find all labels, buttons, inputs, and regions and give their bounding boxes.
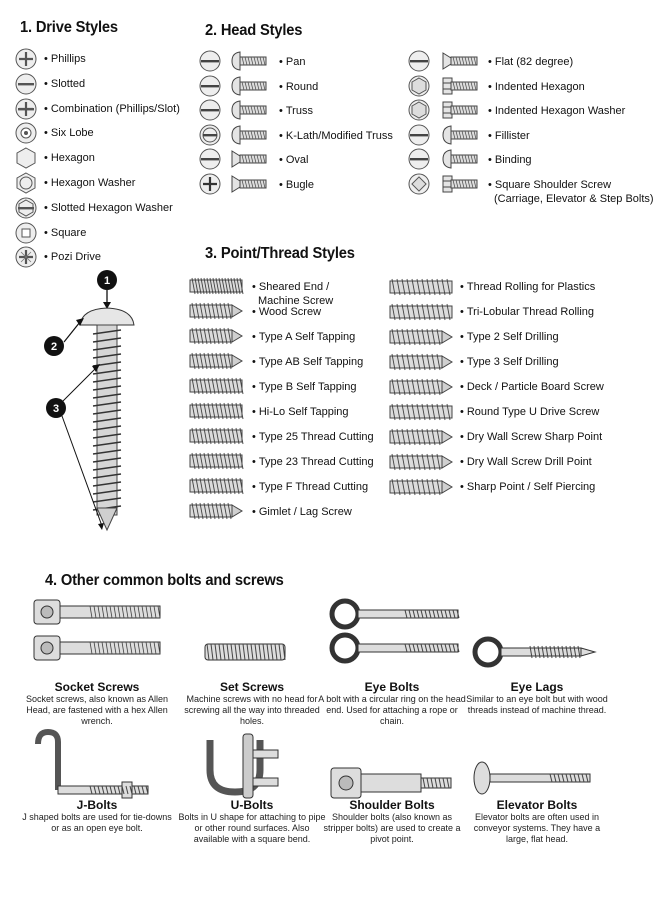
point-style-right-7-text: Dry Wall Screw Sharp Point: [466, 431, 603, 443]
bolt-description-4: Similar to an eye bolt but with wood threads instead of machine thread.: [466, 694, 608, 715]
point-style-left-9: [252, 480, 368, 494]
head-styles-title: 2. Head Styles: [205, 22, 303, 39]
head-top-view-icon: [408, 148, 430, 170]
point-style-right-8: [460, 455, 592, 469]
head-style-right-5-text: Binding: [494, 154, 532, 167]
pozi-drive-icon: [15, 246, 37, 268]
point-style-right-2-text: Tri-Lobular Thread Rolling: [466, 306, 595, 318]
head-style-right-5: [488, 153, 532, 167]
head-side-view-icon: [232, 75, 272, 97]
head-style-left-6-text: Bugle: [285, 179, 314, 191]
bolt-illustration-8: [470, 730, 610, 806]
thread-style-icon: [190, 377, 242, 397]
point-style-left-7: [252, 430, 374, 444]
drive-item-4-text: Six Lobe: [50, 127, 94, 140]
head-top-view-icon: [408, 173, 430, 195]
head-top-view-icon: [199, 75, 221, 97]
head-style-right-2: [488, 80, 585, 94]
thread-style-icon: [390, 428, 452, 448]
head-top-view-icon: [199, 173, 221, 195]
head-side-view-icon: [443, 50, 483, 72]
head-top-view-icon: [408, 124, 430, 146]
bullet: •: [279, 56, 283, 68]
bolt-illustration-2: [185, 600, 325, 676]
point-style-right-9: [460, 480, 595, 494]
thread-style-icon: [390, 278, 452, 298]
head-side-view-icon: [443, 173, 483, 195]
head-top-view-icon: [199, 148, 221, 170]
bolt-description-7: Shoulder bolts (also known as stripper bolts) are used to create a pivot point.: [323, 812, 461, 844]
bolt-title-4: Eye Lags: [510, 680, 564, 694]
point-style-left-10-text: Gimlet / Lag Screw: [258, 506, 352, 518]
bullet: •: [44, 177, 48, 189]
point-style-right-5-text: Deck / Particle Board Screw: [466, 381, 604, 393]
head-style-left-1: [279, 55, 305, 69]
drive-item-4: [44, 126, 94, 140]
thread-style-icon: [190, 477, 242, 497]
head-style-right-6-text-line2: (Carriage, Elevator & Step Bolts): [494, 193, 654, 205]
bolt-illustration-5: [30, 730, 170, 806]
phillips-drive-icon: [15, 48, 37, 70]
drive-item-8: [44, 226, 86, 240]
bullet: •: [252, 431, 256, 443]
point-style-left-7-text: Type 25 Thread Cutting: [258, 431, 374, 443]
head-side-view-icon: [232, 99, 272, 121]
bullet: •: [488, 56, 492, 68]
bullet: •: [279, 80, 283, 93]
drive-item-9: [44, 250, 101, 264]
bolt-description-2: Machine screws with no head for screwing all the way into threaded holes.: [184, 694, 320, 726]
point-style-right-1-text: Thread Rolling for Plastics: [466, 281, 596, 293]
bolt-description-6: Bolts in U shape for attaching to pipe or other round surfaces. Also available with a square bend.: [178, 812, 326, 844]
bullet: •: [488, 80, 492, 93]
head-side-view-icon: [232, 148, 272, 170]
head-style-left-4-text: K-Lath/Modified Truss: [285, 129, 393, 142]
bolt-title-6: U-Bolts: [230, 798, 274, 812]
head-top-view-icon: [199, 99, 221, 121]
callout-1-label: 1: [103, 275, 111, 287]
head-style-right-4: [488, 129, 530, 143]
drive-styles-title: 1. Drive Styles: [20, 19, 118, 36]
drive-item-2: [44, 77, 85, 91]
head-style-right-3-text: Indented Hexagon Washer: [494, 105, 626, 118]
head-style-right-1-text: Flat (82 degree): [494, 56, 574, 68]
head-side-view-icon: [232, 50, 272, 72]
bolt-title-3: Eye Bolts: [364, 680, 420, 694]
point-style-right-9-text: Sharp Point / Self Piercing: [466, 481, 596, 493]
drive-item-9-text: Pozi Drive: [50, 251, 101, 264]
point-style-left-3-text: Type A Self Tapping: [258, 331, 356, 343]
head-style-right-6-text: Square Shoulder Screw: [494, 179, 612, 191]
thread-style-icon: [390, 478, 452, 498]
point-style-left-6: [252, 405, 349, 419]
drive-item-2-text: Slotted: [50, 77, 86, 90]
bullet: •: [44, 127, 48, 140]
drive-item-8-text: Square: [50, 226, 87, 239]
drive-item-1-text: Phillips: [50, 53, 86, 65]
slotted-hexagon-washer-drive-icon: [15, 197, 37, 219]
hexagon-drive-icon: [15, 147, 37, 169]
square-drive-icon: [15, 222, 37, 244]
bolt-description-1: Socket screws, also known as Allen Head, are fastened with a hex Allen wrench.: [25, 694, 169, 726]
thread-style-icon: [390, 403, 452, 423]
head-side-view-icon: [443, 124, 483, 146]
thread-style-icon: [390, 303, 452, 323]
bullet: •: [460, 481, 464, 493]
bullet: •: [44, 77, 48, 90]
bullet: •: [252, 481, 256, 493]
slotted-drive-icon: [15, 73, 37, 95]
head-top-view-icon: [199, 50, 221, 72]
point-style-left-1-text: Sheared End /: [258, 281, 330, 293]
bullet: •: [460, 356, 464, 368]
thread-style-icon: [390, 328, 452, 348]
screw-anatomy-diagram: [40, 268, 180, 530]
point-style-right-1: [460, 280, 595, 294]
point-style-left-2: [252, 305, 321, 319]
point-style-left-9-text: Type F Thread Cutting: [258, 481, 369, 493]
head-top-view-icon: [408, 75, 430, 97]
callout-3-label: 3: [52, 403, 60, 415]
bullet: •: [460, 456, 464, 468]
drive-item-5: [44, 151, 95, 165]
bolt-description-8: Elevator bolts are often used in conveyor systems. They have a large, flat head.: [473, 812, 601, 844]
head-style-left-5: [279, 153, 308, 167]
head-style-right-1: [488, 55, 573, 69]
point-thread-styles-title: 3. Point/Thread Styles: [205, 245, 355, 262]
head-style-left-2-text: Round: [285, 80, 319, 93]
bullet: •: [460, 381, 464, 393]
bullet: •: [44, 201, 48, 214]
bullet: •: [460, 306, 464, 318]
head-style-right-6: [488, 178, 654, 206]
bullet: •: [252, 331, 256, 343]
drive-item-7-text: Slotted Hexagon Washer: [50, 201, 173, 214]
point-style-left-1-text-line2: Machine Screw: [258, 295, 334, 307]
thread-style-icon: [190, 302, 242, 322]
head-style-left-1-text: Pan: [285, 56, 306, 68]
head-style-right-4-text: Fillister: [494, 129, 530, 142]
point-style-left-8-text: Type 23 Thread Cutting: [258, 456, 374, 468]
drive-item-3: [44, 102, 180, 116]
bullet: •: [252, 281, 256, 293]
thread-style-icon: [190, 502, 242, 522]
bullet: •: [279, 154, 283, 167]
bullet: •: [252, 381, 256, 393]
bullet: •: [252, 406, 256, 418]
bullet: •: [252, 306, 256, 318]
six-lobe-drive-icon: [15, 122, 37, 144]
other-bolts-title: 4. Other common bolts and screws: [45, 572, 284, 589]
bullet: •: [252, 456, 256, 468]
point-style-left-2-text: Wood Screw: [258, 306, 322, 318]
head-side-view-icon: [443, 99, 483, 121]
thread-style-icon: [190, 427, 242, 447]
bullet: •: [252, 506, 256, 518]
bullet: •: [279, 105, 283, 118]
head-top-view-icon: [408, 99, 430, 121]
head-style-left-4: [279, 129, 393, 143]
drive-item-1: [44, 52, 86, 66]
point-style-left-8: [252, 455, 374, 469]
head-side-view-icon: [443, 148, 483, 170]
head-top-view-icon: [199, 124, 221, 146]
bullet: •: [44, 152, 48, 165]
point-style-left-4: [252, 355, 363, 369]
head-style-right-3: [488, 104, 625, 118]
bolt-description-3: A bolt with a circular ring on the head end. Used for attaching a rope or chain.: [318, 694, 466, 726]
thread-style-icon: [390, 378, 452, 398]
point-style-right-3: [460, 330, 559, 344]
drive-item-5-text: Hexagon: [50, 152, 95, 165]
point-style-left-10: [252, 505, 352, 519]
point-style-left-3: [252, 330, 355, 344]
head-side-view-icon: [232, 173, 272, 195]
combination-drive-icon: [15, 98, 37, 120]
bullet: •: [488, 154, 492, 167]
thread-style-icon: [390, 453, 452, 473]
thread-style-icon: [190, 327, 242, 347]
bolt-illustration-7: [325, 730, 465, 806]
point-style-right-6: [460, 405, 599, 419]
bolt-illustration-4: [470, 600, 610, 676]
bolt-illustration-3: [325, 600, 465, 676]
bolt-title-7: Shoulder Bolts: [349, 798, 435, 812]
point-style-left-5-text: Type B Self Tapping: [258, 381, 357, 393]
head-style-left-3: [279, 104, 313, 118]
point-style-right-8-text: Dry Wall Screw Drill Point: [466, 456, 592, 468]
thread-style-icon: [190, 452, 242, 472]
drive-item-6: [44, 176, 135, 190]
point-style-right-5: [460, 380, 604, 394]
bullet: •: [460, 281, 464, 293]
bolt-description-5: J shaped bolts are used for tie-downs or as an open eye bolt.: [22, 812, 172, 833]
bullet: •: [488, 105, 492, 118]
bullet: •: [460, 431, 464, 443]
head-style-left-6: [279, 178, 314, 192]
bullet: •: [44, 251, 48, 264]
drive-item-7: [44, 201, 173, 215]
point-style-right-4-text: Type 3 Self Drilling: [466, 356, 559, 368]
bolt-title-2: Set Screws: [219, 680, 285, 694]
head-style-left-2: [279, 80, 318, 94]
point-style-right-2: [460, 305, 594, 319]
bolt-illustration-6: [185, 730, 325, 806]
point-style-right-3-text: Type 2 Self Drilling: [466, 331, 559, 343]
bullet: •: [252, 356, 256, 368]
bolt-title-5: J-Bolts: [76, 798, 118, 812]
bullet: •: [44, 226, 48, 239]
bullet: •: [44, 102, 48, 115]
head-style-left-3-text: Truss: [285, 105, 313, 118]
drive-item-6-text: Hexagon Washer: [50, 177, 136, 189]
bullet: •: [488, 179, 492, 191]
point-style-right-7: [460, 430, 602, 444]
drive-item-3-text: Combination (Phillips/Slot): [50, 102, 180, 115]
head-style-left-5-text: Oval: [285, 154, 309, 167]
bolt-title-8: Elevator Bolts: [496, 798, 578, 812]
point-style-left-4-text: Type AB Self Tapping: [258, 356, 364, 368]
bullet: •: [460, 331, 464, 343]
thread-style-icon: [190, 352, 242, 372]
head-top-view-icon: [408, 50, 430, 72]
thread-style-icon: [190, 402, 242, 422]
head-style-right-2-text: Indented Hexagon: [494, 80, 585, 93]
bullet: •: [279, 179, 283, 191]
bullet: •: [279, 129, 283, 142]
bolt-illustration-1: [30, 600, 170, 676]
thread-style-icon: [390, 353, 452, 373]
point-style-right-6-text: Round Type U Drive Screw: [466, 406, 600, 418]
hexagon-washer-drive-icon: [15, 172, 37, 194]
thread-style-icon: [190, 277, 242, 297]
bolt-title-1: Socket Screws: [54, 680, 140, 694]
bullet: •: [44, 53, 48, 65]
point-style-right-4: [460, 355, 559, 369]
callout-2-label: 2: [50, 341, 58, 353]
point-style-left-1: [252, 280, 333, 308]
bullet: •: [488, 129, 492, 142]
point-style-left-5: [252, 380, 357, 394]
bullet: •: [460, 406, 464, 418]
head-side-view-icon: [443, 75, 483, 97]
head-side-view-icon: [232, 124, 272, 146]
point-style-left-6-text: Hi-Lo Self Tapping: [258, 406, 349, 418]
